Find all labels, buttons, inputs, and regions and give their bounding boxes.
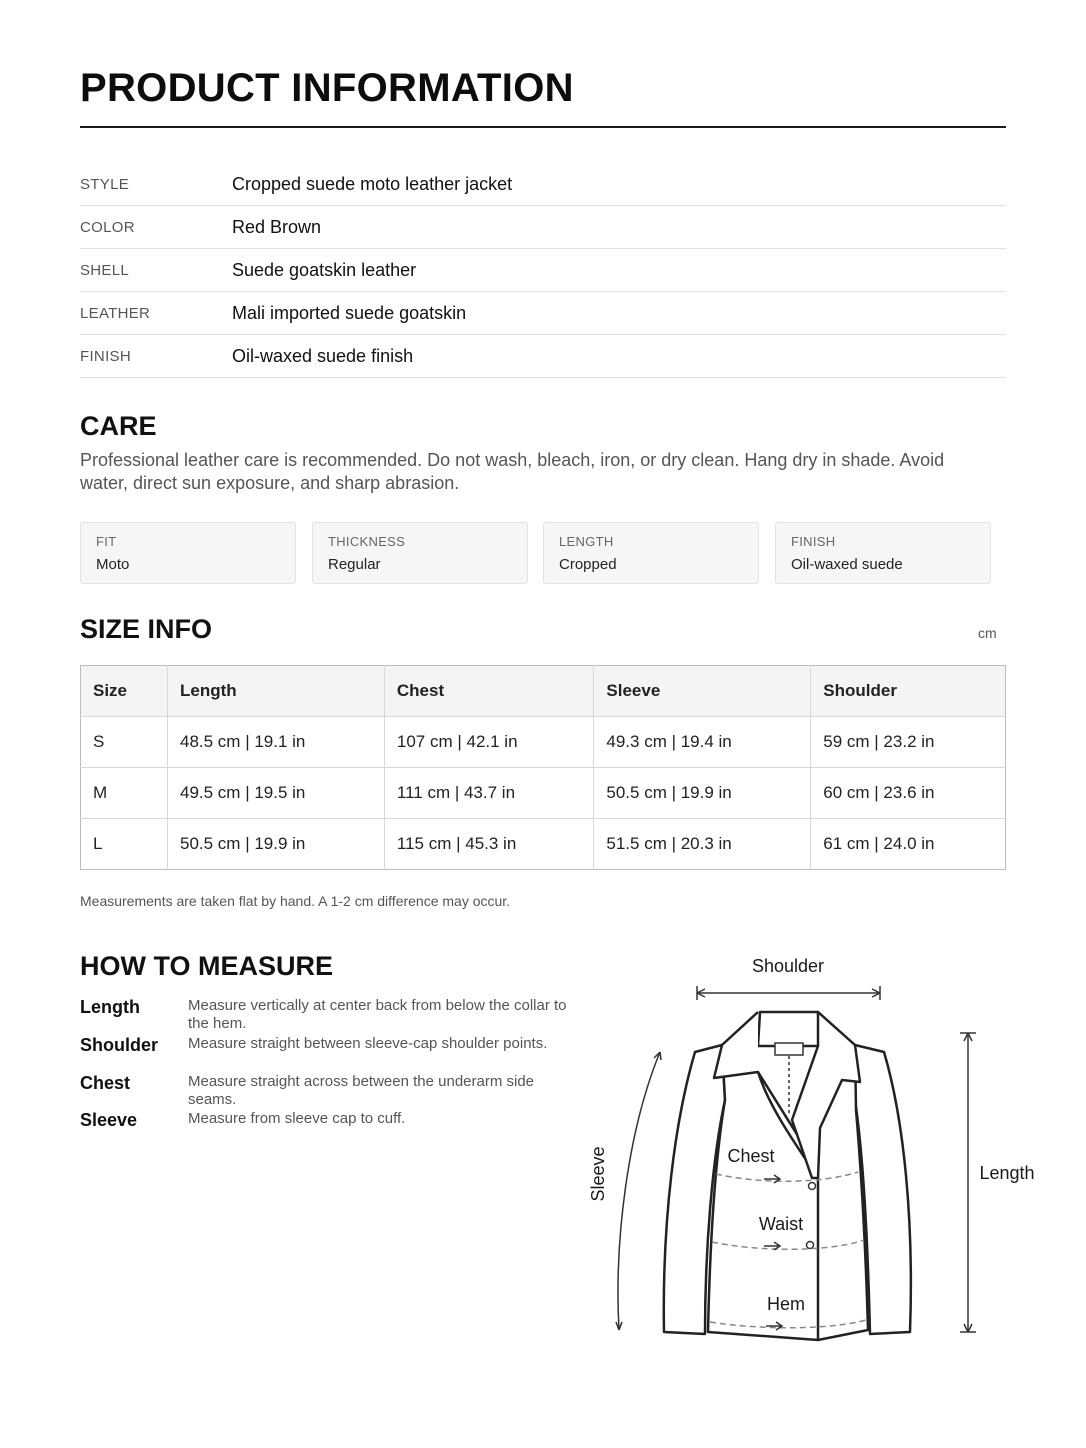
table-cell: 49.5 cm | 19.5 in (168, 768, 385, 819)
table-cell: 51.5 cm | 20.3 in (594, 819, 811, 870)
measure-term-sleeve: Sleeve (80, 1110, 138, 1130)
jacket-outline (664, 1012, 911, 1340)
measure-term-shoulder: Shoulder (80, 1035, 159, 1055)
collar-tag (775, 1043, 803, 1055)
table-cell: L (81, 819, 168, 870)
info-key: FINISH (80, 348, 131, 365)
column-header-sleeve: Sleeve (594, 666, 811, 717)
sleeve-dimension-line (618, 1052, 660, 1330)
button-icon (807, 1242, 814, 1249)
product-info-table (80, 164, 1006, 379)
table-cell: S (81, 717, 168, 768)
button-icon (809, 1183, 816, 1190)
table-cell: 115 cm | 45.3 in (384, 819, 594, 870)
column-header-size: Size (81, 666, 168, 717)
attribute-value: Cropped (559, 556, 617, 573)
measure-term-chest: Chest (80, 1073, 131, 1093)
measure-desc-chest: Measure straight across between the underarm side seams. (188, 1073, 535, 1108)
column-header-shoulder: Shoulder (811, 666, 1006, 717)
size-info-title: SIZE INFO (80, 614, 213, 644)
care-text: Professional leather care is recommended. Do not wash, bleach, iron, or dry clean. Hang dry in shade. Avoid water, direct sun exposure, and sharp abrasion. (80, 450, 945, 493)
attribute-card-fit (80, 522, 296, 584)
column-header-length: Length (168, 666, 385, 717)
table-cell: 111 cm | 43.7 in (384, 768, 594, 819)
table-cell: 49.3 cm | 19.4 in (594, 717, 811, 768)
measurement-note: Measurements are taken flat by hand. A 1-2 cm difference may occur. (80, 893, 511, 909)
measure-term-length: Length (80, 997, 140, 1017)
measure-desc-length: Measure vertically at center back from below the collar to the hem. (188, 997, 567, 1032)
info-value: Mali imported suede goatskin (232, 303, 467, 323)
size-table (80, 665, 1006, 870)
table-cell: 60 cm | 23.6 in (811, 768, 1006, 819)
care-title: CARE (80, 411, 157, 441)
diagram-label-shoulder: Shoulder (751, 956, 825, 976)
shoulder-dimension-line (697, 986, 880, 1000)
info-value: Oil-waxed suede finish (232, 346, 414, 366)
info-value: Red Brown (232, 217, 322, 237)
attribute-label: THICKNESS (328, 534, 406, 549)
table-cell: 50.5 cm | 19.9 in (594, 768, 811, 819)
attribute-card-length (543, 522, 759, 584)
measure-desc-shoulder: Measure straight between sleeve-cap shoulder points. (188, 1035, 548, 1052)
attribute-value: Moto (96, 556, 130, 573)
table-row (81, 819, 1006, 870)
info-row-leather (80, 293, 1006, 335)
table-cell: 59 cm | 23.2 in (811, 717, 1006, 768)
table-cell: M (81, 768, 168, 819)
info-value: Suede goatskin leather (232, 260, 417, 280)
table-cell: 50.5 cm | 19.9 in (168, 819, 385, 870)
diagram-label-hem: Hem (766, 1294, 806, 1314)
diagram-label-chest: Chest (727, 1146, 775, 1166)
jacket-measurement-diagram (580, 945, 1060, 1365)
diagram-label-waist: Waist (758, 1214, 804, 1234)
table-header-row (81, 666, 1006, 717)
diagram-label-length: Length (979, 1163, 1035, 1183)
measure-desc-sleeve: Measure from sleeve cap to cuff. (188, 1110, 406, 1127)
how-to-measure-title: HOW TO MEASURE (80, 951, 334, 981)
column-header-chest: Chest (384, 666, 594, 717)
table-row (81, 768, 1006, 819)
title-divider (80, 126, 1006, 128)
info-row-color (80, 207, 1006, 249)
info-key: LEATHER (80, 305, 151, 322)
info-row-finish (80, 336, 1006, 378)
attribute-label: FINISH (791, 534, 836, 549)
unit-label: cm (978, 625, 997, 641)
page-title: PRODUCT INFORMATION (80, 66, 574, 110)
attribute-value: Regular (328, 556, 381, 573)
attribute-label: FIT (96, 534, 117, 549)
attribute-value: Oil-waxed suede (791, 556, 903, 573)
attribute-label: LENGTH (559, 534, 614, 549)
info-row-style (80, 164, 1006, 206)
info-key: COLOR (80, 219, 135, 236)
info-row-shell (80, 250, 1006, 292)
diagram-label-sleeve: Sleeve (588, 1146, 608, 1202)
info-value: Cropped suede moto leather jacket (232, 174, 513, 194)
table-cell: 48.5 cm | 19.1 in (168, 717, 385, 768)
table-row (81, 717, 1006, 768)
attribute-card-thickness (312, 522, 528, 584)
info-key: STYLE (80, 176, 130, 193)
length-dimension-line (960, 1033, 976, 1332)
info-key: SHELL (80, 262, 130, 279)
table-cell: 61 cm | 24.0 in (823, 834, 935, 853)
attribute-card-finish (775, 522, 991, 584)
table-cell: 107 cm | 42.1 in (384, 717, 594, 768)
